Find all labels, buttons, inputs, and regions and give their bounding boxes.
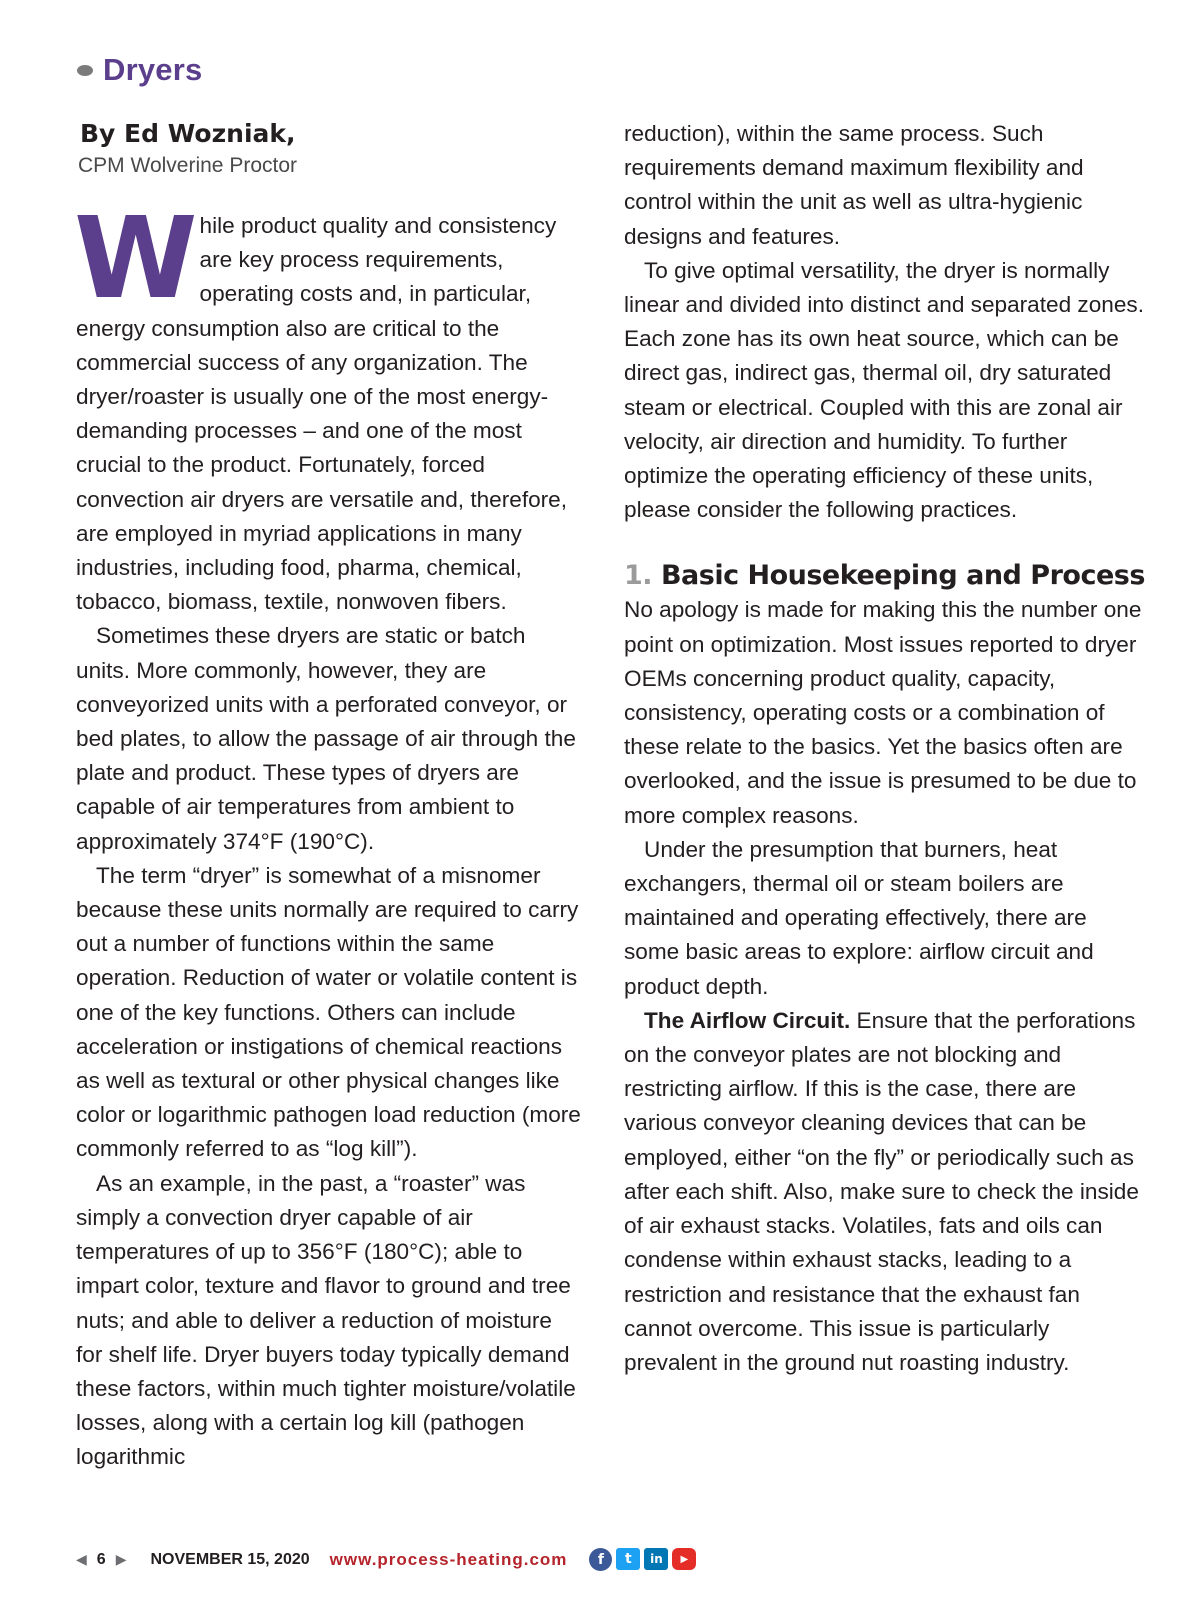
- section-label: Dryers: [103, 52, 203, 87]
- body-paragraph: [624, 1004, 1144, 1380]
- body-paragraph: Under the presumption that burners, heat exchangers, thermal oil or steam boilers are maintained and operating effectively, there are some basic areas to explore: airflow circuit and product depth.: [624, 836, 1094, 999]
- body-paragraph: As an example, in the past, a “roaster” was simply a convection dryer capable of air temperatures of up to 356°F (180°C); able to impart color, texture and flavor to ground and tree nuts; and able to deliver a reduction of moisture for shelf life. Dryer buyers today typically demand these factors, within much tighter moisture/volatile losses, along with a certain log kill (pathogen logarithmic: [76, 1170, 576, 1470]
- page-number: 6: [96, 1550, 106, 1568]
- heading-text: Basic Housekeeping and Process: [660, 560, 1145, 592]
- youtube-icon[interactable]: ▶: [672, 1548, 696, 1570]
- body-paragraph: No apology is made for making this the number one point on optimization. Most issues reported to dryer OEMs concerning product quality, capacity, consistency, operating costs or a combination of these relate to the basics. Yet the basics often are overlooked, and the issue is presumed to be due to more complex reasons.: [624, 597, 1142, 828]
- right-column: [624, 117, 1144, 1380]
- body-paragraph: Sometimes these dryers are static or batch units. More commonly, however, they are conveyorized units with a perforated conveyor, or bed plates, to allow the passage of air through the plate and product. These types of dryers are capable of air temperatures from ambient to approximately 374°F (190°C).: [76, 623, 576, 854]
- drop-cap: W: [74, 194, 192, 324]
- issue-date: NOVEMBER 15, 2020: [150, 1550, 310, 1568]
- prev-page-icon[interactable]: ◀: [76, 1551, 87, 1567]
- body-paragraph: The term “dryer” is somewhat of a misnomer because these units normally are required to carry out a number of functions within the same operation. Reduction of water or volatile content is one of the key functions. Others can include acceleration or instigations of chemical reactions as well as textural or other physical changes like color or logarithmic pathogen load reduction (more commonly referred to as “log kill”).: [76, 862, 581, 1162]
- twitter-icon[interactable]: t: [616, 1548, 640, 1570]
- heading-number: 1.: [624, 560, 653, 592]
- page-footer: [76, 1548, 696, 1571]
- next-page-icon[interactable]: ▶: [115, 1551, 127, 1567]
- left-column: [76, 117, 581, 1475]
- section-heading: [624, 559, 1144, 593]
- intro-paragraph: [74, 194, 581, 619]
- intro-text: hile product quality and consistency are key process requirements, operating costs and, in particular, energy consumption also are critical to the commercial success of any organization. The dryer/roaster is usually one of the most energy-demanding processes – and one of the most crucial to the product. Fortunately, forced convection air dryers are versatile and, therefore, are employed in myriad applications in many industries, including food, pharma, chemical, tobacco, biomass, textile, nonwoven fibers.: [76, 213, 568, 615]
- body-text: Ensure that the perforations on the conveyor plates are not blocking and restricting airflow. If this is the case, there are various conveyor cleaning devices that can be employed, either “on the fly” or periodically such as after each shift. Also, make sure to check the inside of air exhaust stacks. Volatiles, fats and oils can condense within exhaust stacks, leading to a restriction and resistance that the exhaust fan cannot overcome. This issue is particularly prevalent in the ground nut roasting industry.: [624, 1007, 1139, 1375]
- author-name: By Ed Wozniak,: [80, 119, 296, 148]
- body-paragraph: To give optimal versatility, the dryer is normally linear and divided into distinct and separated zones. Each zone has its own heat source, which can be direct gas, indirect gas, thermal oil, dry saturated steam or electrical. Coupled with this are zonal air velocity, air direction and humidity. To further optimize the operating efficiency of these units, please consider the following practices.: [624, 257, 1144, 523]
- run-in-heading: The Airflow Circuit.: [644, 1007, 851, 1033]
- linkedin-icon[interactable]: in: [644, 1548, 668, 1570]
- social-links: [589, 1548, 696, 1571]
- website-link[interactable]: www.process-heating.com: [329, 1549, 568, 1569]
- body-paragraph: reduction), within the same process. Such requirements demand maximum flexibility and control within the unit as well as ultra-hygienic designs and features.: [624, 121, 1084, 249]
- bullet-icon: [77, 65, 93, 76]
- facebook-icon[interactable]: f: [589, 1548, 612, 1571]
- author-organization: CPM Wolverine Proctor: [78, 154, 298, 177]
- section-header: [77, 52, 202, 88]
